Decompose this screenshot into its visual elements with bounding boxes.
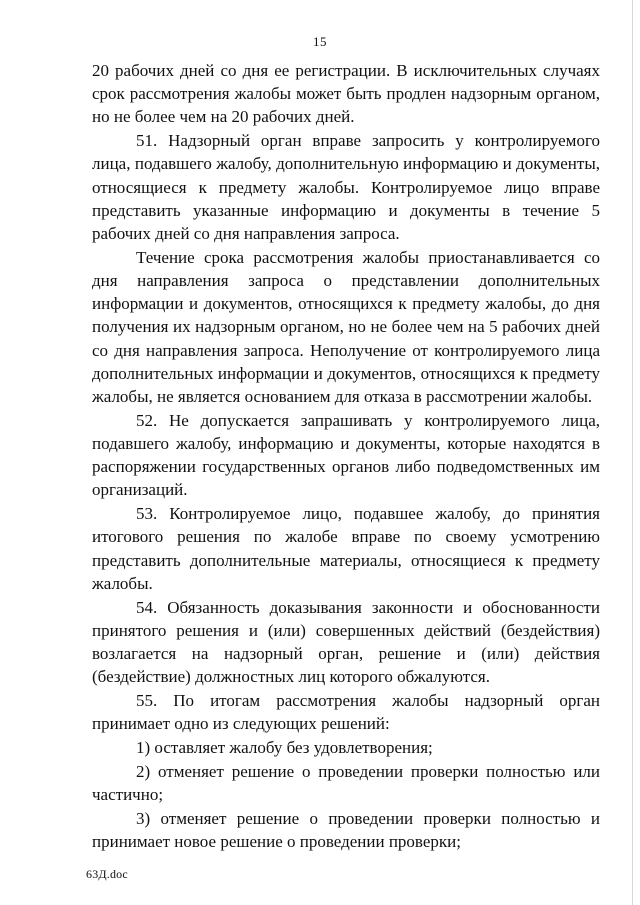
paragraph-55: 55. По итогам рассмотрения жалобы надзорный орган принимает одно из следующих решений: <box>92 691 600 734</box>
list-item-2: 2) отменяет решение о проведении проверки полностью или частично; <box>92 761 600 805</box>
page-number: 15 <box>313 34 327 49</box>
list-item-1: 1) оставляет жалобу без удовлетворения; <box>136 738 433 758</box>
list-item-3: 3) отменяет решение о проведении проверки полностью и принимает новое решение о проведении проверки; <box>92 808 600 852</box>
paragraph-53: 53. Контролируемое лицо, подавшее жалобу, до принятия итогового решения по жалобе вправе по своему усмотрению представить дополнительные материалы, относящиеся к предмету жалобы. <box>92 504 600 593</box>
document-body <box>92 59 600 853</box>
paragraph-suspension: Течение срока рассмотрения жалобы приостанавливается со дня направления запроса о представлении дополнительных информации и документов, относящихся к предмету жалобы, до дня получения их надзорным органом, но не более чем на 5 рабочих дней со дня направления запроса. Неполучение от контролируемого лица дополнительных информации и документов, относящихся к предмету жалобы, не является основанием для отказа в рассмотрении жалобы. <box>92 247 600 407</box>
paragraph-54: 54. Обязанность доказывания законности и обоснованности принятого решения и (или) совершенных действий (бездействия) возлагается на надзорный орган, решение и (или) действия (бездействие) должностных лиц которого обжалуются. <box>92 597 600 687</box>
scan-edge-divider <box>632 0 633 905</box>
paragraph-52: 52. Не допускается запрашивать у контролируемого лица, подавшего жалобу, информацию и документы, которые находятся в распоряжении государственных органов либо подведомственных им организаций. <box>92 410 600 500</box>
paragraph-51: 51. Надзорный орган вправе запросить у контролируемого лица, подавшего жалобу, дополнительную информацию и документы, относящиеся к предмету жалобы. Контролируемое лицо вправе представить указанные информацию и документы в течение 5 рабочих дней со дня направления запроса. <box>92 131 600 244</box>
document-filename-footer: 63Д.doc <box>86 867 128 881</box>
paragraph-continuation: 20 рабочих дней со дня ее регистрации. В исключительных случаях срок рассмотрения жалобы может быть продлен надзорным органом, но не более чем на 20 рабочих дней. <box>92 61 600 127</box>
